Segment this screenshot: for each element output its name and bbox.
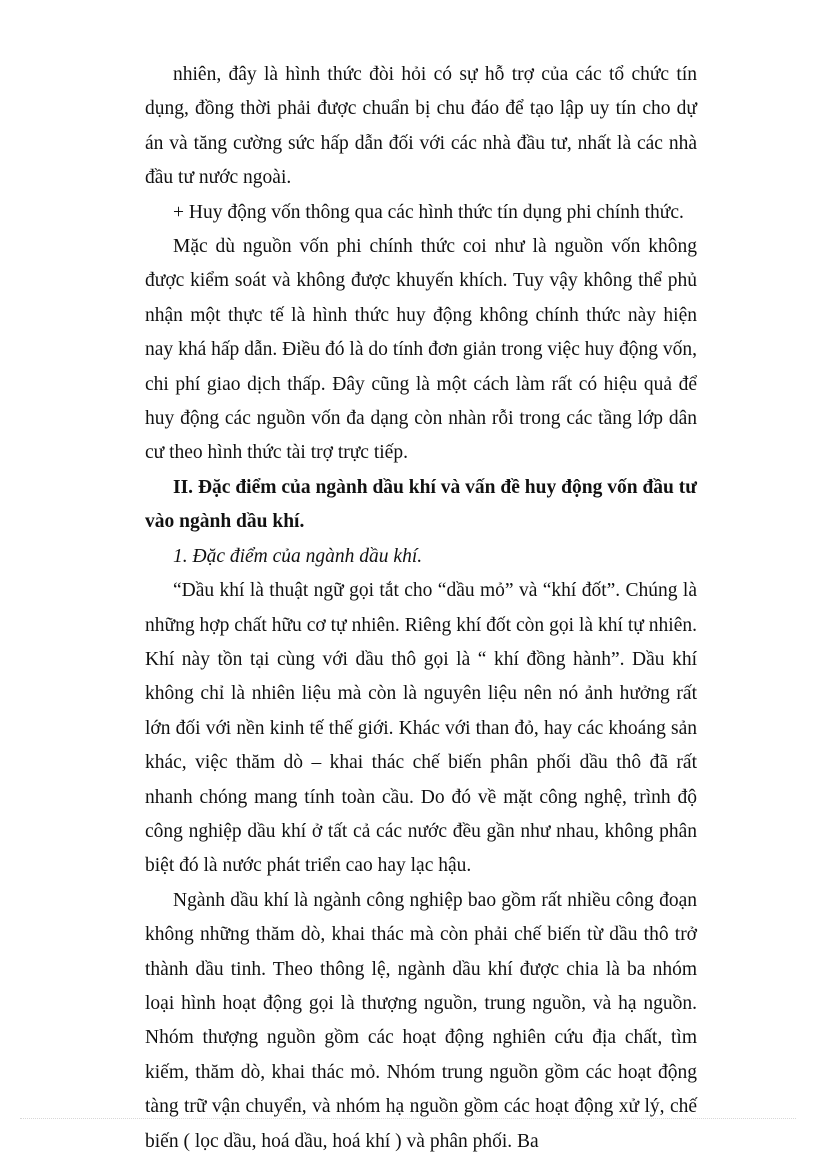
paragraph-informal-capital: Mặc dù nguồn vốn phi chính thức coi như là nguồn vốn không được kiểm soát và không được khuyến khích. Tuy vậy không thể phủ nhận một thực tế là hình thức huy động không chính thức này hiện nay khá hấp dẫn. Điều đó là do tính đơn giản trong việc huy động vốn, chi phí giao dịch thấp. Đây cũng là một cách làm rất có hiệu quả để huy động các nguồn vốn đa dạng còn nhàn rỗi trong các tầng lớp dân cư theo hình thức tài trợ trực tiếp. — [145, 236, 697, 464]
subsection-heading: 1. Đặc điểm của ngành dầu khí. — [173, 545, 423, 567]
paragraph-continuation: nhiên, đây là hình thức đòi hỏi có sự hỗ trợ của các tổ chức tín dụng, đồng thời phải được chuẩn bị chu đáo để tạo lập uy tín cho dự án và tăng cường sức hấp dẫn đối với các nhà đầu tư, nhất là các nhà đầu tư nước ngoài. — [145, 64, 697, 189]
section-heading: II. Đặc điểm của ngành dầu khí và vấn đề huy động vốn đầu tư vào ngành dầu khí. — [145, 476, 697, 533]
paragraph-informal-credit: + Huy động vốn thông qua các hình thức tín dụng phi chính thức. — [173, 201, 684, 223]
page-bottom-divider — [20, 1118, 796, 1119]
paragraph-industry-stages: Ngành dầu khí là ngành công nghiệp bao gồm rất nhiều công đoạn không những thăm dò, khai thác mà còn phải chế biến từ dầu thô trở thành dầu tinh. Theo thông lệ, ngành dầu khí được chia là ba nhóm loại hình hoạt động gọi là thượng nguồn, trung nguồn, và hạ nguồn. Nhóm thượng nguồn gồm các hoạt động nghiên cứu địa chất, tìm kiếm, thăm dò, khai thác mỏ. Nhóm trung nguồn gồm các hoạt động tàng trữ vận chuyển, và nhóm hạ nguồn gồm các hoạt động xử lý, chế biến ( lọc dầu, hoá dầu, hoá khí ) và phân phối. Ba — [145, 889, 697, 1152]
paragraph-petroleum-definition: “Dầu khí là thuật ngữ gọi tắt cho “dầu mỏ” và “khí đốt”. Chúng là những hợp chất hữu cơ tự nhiên. Riêng khí đốt còn gọi là khí tự nhiên. Khí này tồn tại cùng với dầu thô gọi là “ khí đồng hành”. Dầu khí không chỉ là nhiên liệu mà còn là nguyên liệu nên nó ảnh hưởng rất lớn đối với nền kinh tế thế giới. Khác với than đỏ, hay các khoáng sản khác, việc thăm dò – khai thác chế biến phân phối dầu thô đã rất nhanh chóng mang tính toàn cầu. Do đó về mặt công nghệ, trình độ công nghiệp dầu khí ở tất cả các nước đều gần như nhau, không phân biệt đó là nước phát triển cao hay lạc hậu. — [145, 580, 697, 877]
document-page — [145, 58, 697, 1159]
